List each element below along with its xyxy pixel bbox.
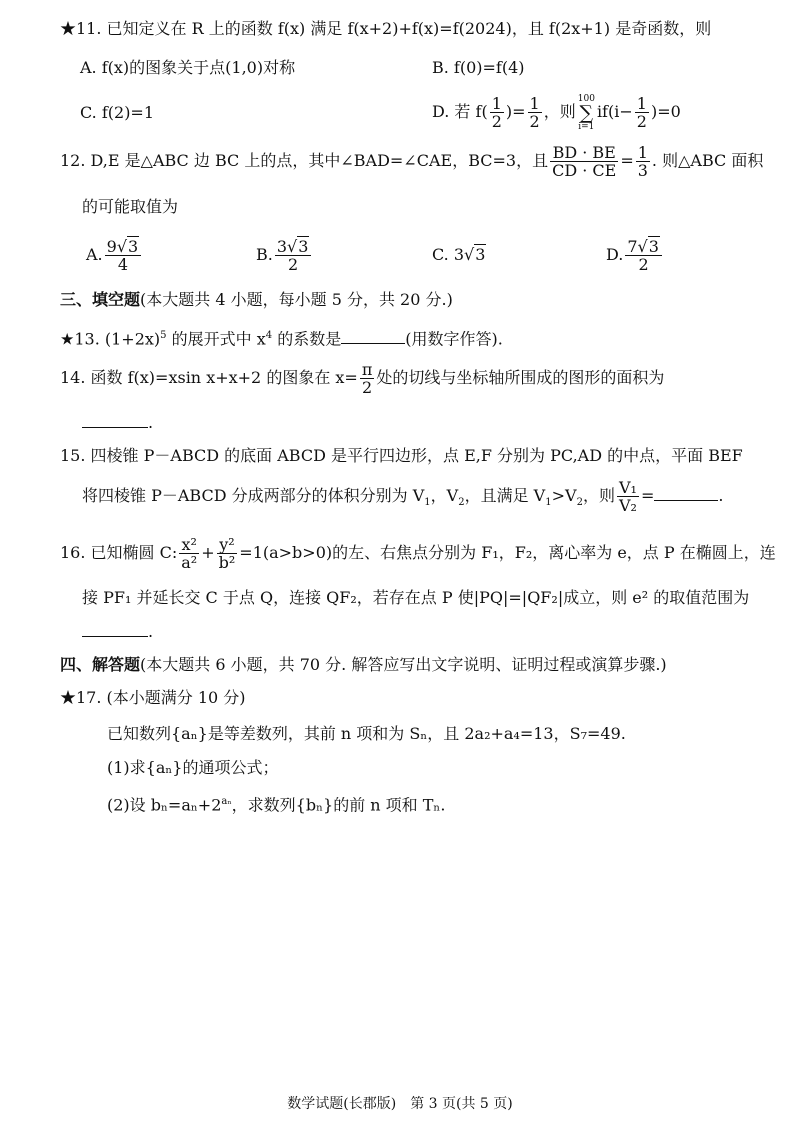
q11-d-half: $\frac{1}{2}$ (529, 94, 540, 131)
q11-option-c: C. f(2)=1 (80, 103, 155, 122)
section3-heading (60, 290, 453, 310)
q16-line1: 16. 已知椭圆 C: $\frac{\text{x²}}{\text{a²}}$ + $\frac{\text{y²}}{\text{b²}}$ =1(a>b>0)的左、右焦点分别为 F₁，F₂，离心率为 e，点 P 在椭圆上，连 (60, 535, 776, 572)
q17-header: ★17. (本小题满分 10 分) (60, 688, 246, 707)
q11-d-sum: 100 ∑ i=1 (577, 93, 595, 132)
q12-option-b: B. $\frac{3√3}{2}$ (256, 232, 313, 278)
q15-answer-blank (654, 486, 718, 501)
section4-heading (60, 655, 667, 675)
q15-line1: 15. 四棱锥 P－ABCD 的底面 ABCD 是平行四边形，点 E,F 分别为 PC,AD 的中点，平面 BEF (60, 446, 743, 465)
q12-option-a: A. $\frac{9√3}{4}$ (86, 232, 143, 278)
q11-option-a: A. f(x)的图象关于点(1,0)对称 (80, 58, 296, 77)
q12-third: $\frac{1}{3}$ (637, 143, 648, 180)
q11-option-d: D. 若 f( $\frac{1}{2}$ )= $\frac{1}{2}$ ，则 100 ∑ i=1 if(i− $\frac{1}{2}$ )=0 (432, 93, 681, 132)
q11-stem-text: ★11. 已知定义在 R 上的函数 f(x) 满足 f(x+2)+f(x)=f(2024)，且 f(2x+1) 是奇函数，则 (60, 19, 712, 38)
q16-y-frac: $\frac{\text{y²}}{\text{b²}}$ (218, 535, 236, 572)
q12-ratio: $\frac{BD \cdot BE}{CD \cdot CE}$ (552, 143, 617, 180)
q16-line2: 接 PF₁ 并延长交 C 于点 Q，连接 QF₂，若存在点 P 使|PQ|=|QF₂|成立，则 e² 的取值范围为 (82, 588, 750, 607)
q16-line3: . (82, 622, 153, 642)
q11-d-inner: $\frac{1}{2}$ (636, 94, 647, 131)
q14-pi-frac: $\frac{\pi}{2}$ (361, 360, 373, 397)
q12-stem: 12. D,E 是△ABC 边 BC 上的点，其中∠BAD=∠CAE，BC=3，且 $\frac{BD \cdot BE}{CD \cdot CE}$ = $\frac{1}{3}$ . 则△ABC 面积 (60, 143, 764, 180)
q14-cont: . (82, 413, 153, 433)
section3-title: 三、填空题 (60, 290, 141, 309)
q12-option-c: C. 3√3 (432, 245, 486, 264)
q13-answer-blank (341, 329, 405, 344)
q11-stem (60, 19, 711, 39)
q14: 14. 函数 f(x)=xsin x+x+2 的图象在 x= $\frac{\pi}{2}$ 处的切线与坐标轴所围成的图形的面积为 (60, 360, 665, 397)
section3-desc: (本大题共 4 小题，每小题 5 分，共 20 分.) (140, 290, 453, 309)
q11-option-b: B. f(0)=f(4) (432, 58, 525, 77)
q17-part1: (1)求{aₙ}的通项公式； (107, 758, 279, 777)
q15-ratio: $\frac{\text{V₁}}{\text{V₂}}$ (618, 478, 637, 515)
q16-answer-blank (82, 622, 148, 637)
q11-d-prefix: D. 若 f (432, 102, 482, 121)
q13: ★13. $(1+2x)^5$ 的展开式中 $x^4$ 的系数是 (用数字作答). (60, 329, 503, 349)
q11-d-frac: $\frac{1}{2}$ (491, 94, 502, 131)
q12-option-d: D. $\frac{7√3}{2}$ (606, 232, 664, 278)
q12-stem-cont: 的可能取值为 (82, 197, 179, 216)
q16-x-frac: $\frac{\text{x²}}{\text{a²}}$ (181, 535, 198, 572)
q17-part2: (2)设 $b_n=a_n+2^{a_n}$，求数列{bₙ}的前 n 项和 Tₙ. (107, 795, 446, 815)
q15-line2: 将四棱锥 P－ABCD 分成两部分的体积分别为 $V_1$，$V_2$，且满足 $V_1>V_2$，则 $\frac{\text{V₁}}{\text{V₂}}$ = . (82, 478, 724, 515)
q17-stem: 已知数列{aₙ}是等差数列，其前 n 项和为 Sₙ，且 2a₂+a₄=13，S₇=49. (107, 724, 626, 743)
section4-desc: (本大题共 6 小题，共 70 分. 解答应写出文字说明、证明过程或演算步骤.) (140, 655, 667, 674)
q14-answer-blank (82, 413, 148, 428)
page-footer: 数学试题(长郡版) 第 3 页(共 5 页) (287, 1096, 513, 1112)
section4-title: 四、解答题 (60, 655, 141, 674)
